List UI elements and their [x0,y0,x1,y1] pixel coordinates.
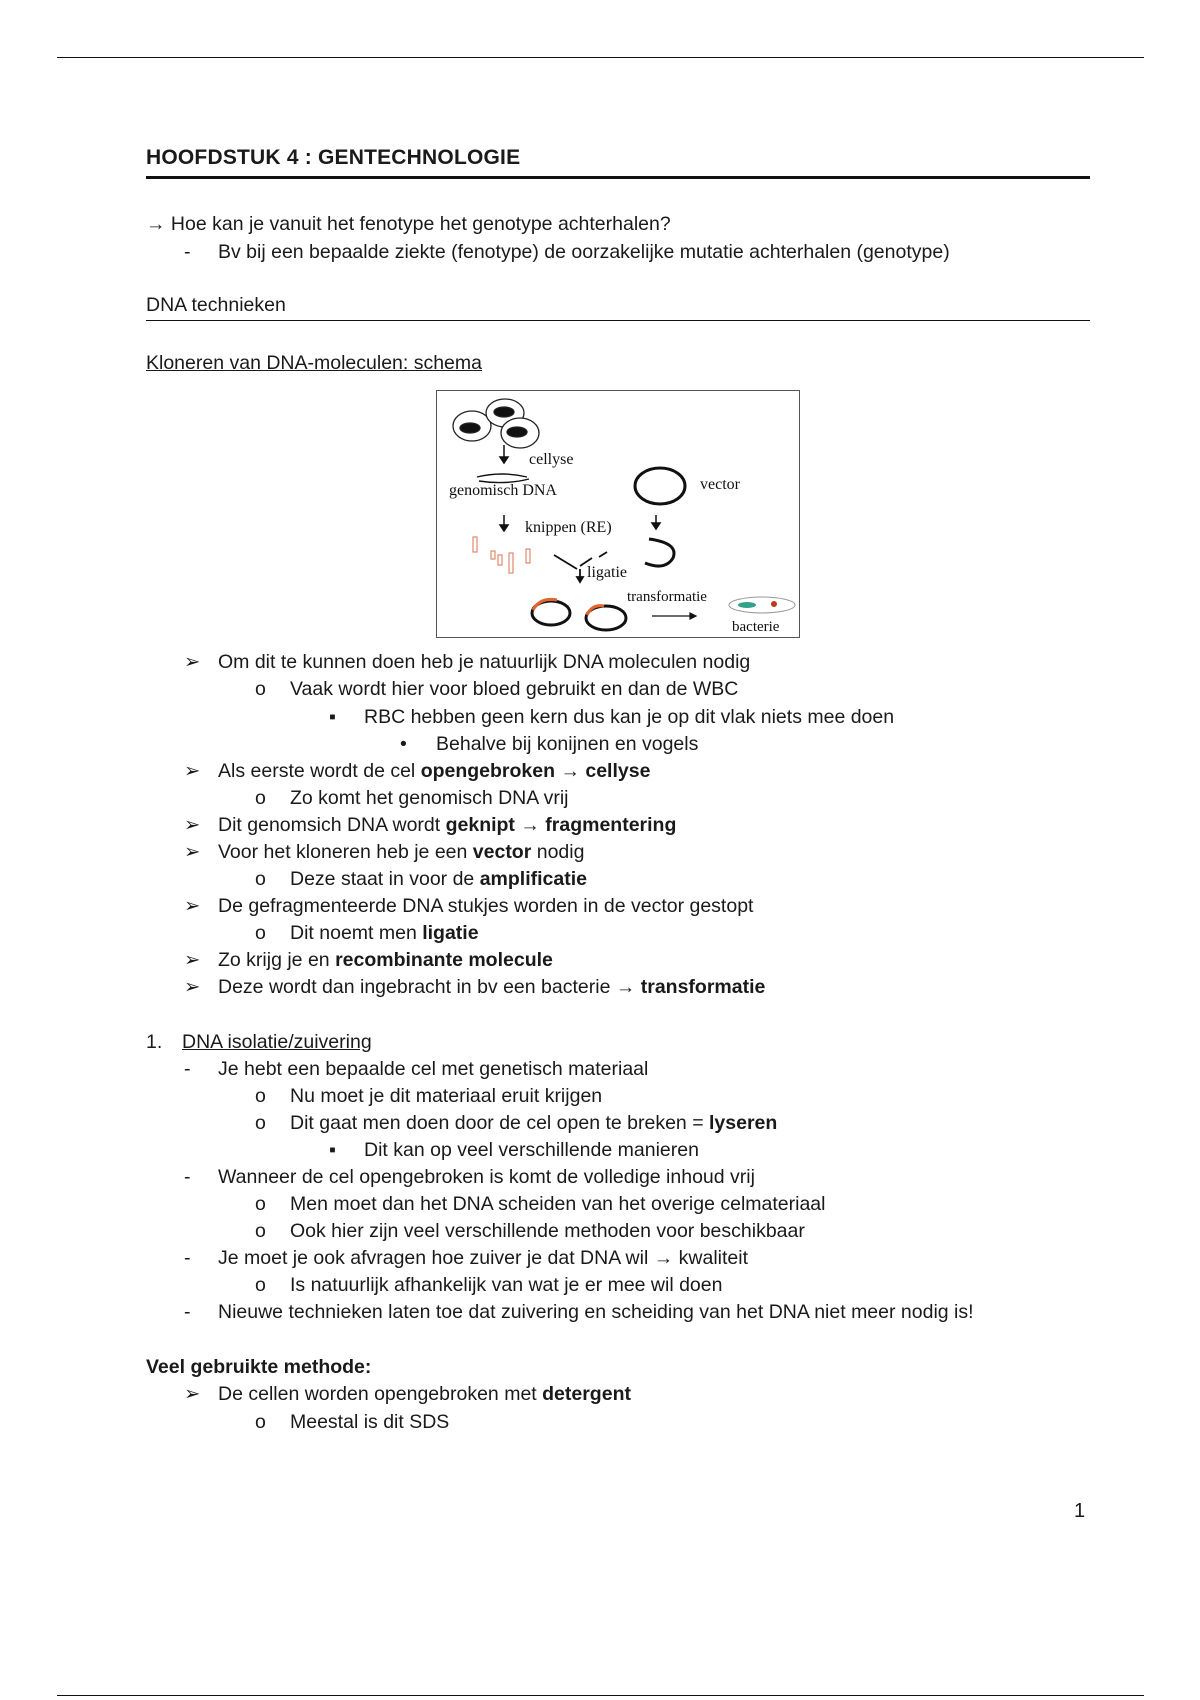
arrow-marker: ➢ [184,1383,201,1405]
cloning-schema-svg [437,391,799,637]
arrow-knippen-icon [500,515,508,531]
dna-fragments-icon [473,537,530,573]
method-item-2: Meestal is dit SDS [290,1411,450,1433]
label-genomisch: genomisch DNA [449,482,557,499]
vector-circle-icon [635,468,685,504]
arrow-marker: ➢ [184,760,201,782]
label-cellyse: cellyse [529,451,574,468]
cloning-item-11: Dit noemt men ligatie [290,922,479,944]
cloning-item-10: De gefragmenteerde DNA stukjes worden in de vector gestopt [218,895,754,917]
circle-marker: o [255,922,266,944]
isolation-item-8: Je moet je ook afvragen hoe zuiver je dat DNA wil → kwaliteit [218,1247,748,1269]
isolation-heading: DNA isolatie/zuivering [182,1031,372,1053]
circle-marker: o [255,1112,266,1134]
circle-marker: o [255,1193,266,1215]
cloning-item-9: Deze staat in voor de amplificatie [290,868,587,890]
method-heading: Veel gebruikte methode: [146,1356,372,1378]
cloning-item-8: Voor het kloneren heb je een vector nodig [218,841,585,863]
cloning-item-3: RBC hebben geen kern dus kan je op dit vlak niets mee doen [364,706,895,728]
isolation-item-5: Wanneer de cel opengebroken is komt de volledige inhoud vrij [218,1166,755,1188]
arrow-vector-icon [652,515,660,529]
cloning-item-12: Zo krijg je en recombinante molecule [218,949,553,971]
page-number: 1 [1074,1500,1086,1522]
cloning-item-13: Deze wordt dan ingebracht in bv een bacterie → transformatie [218,976,766,998]
label-bacterie: bacterie [732,619,780,635]
arrow-transformatie-icon [652,613,696,619]
arrow-marker: ➢ [184,949,201,971]
top-rule [57,57,1144,58]
isolation-item-2: Nu moet je dit materiaal eruit krijgen [290,1085,603,1107]
label-knippen: knippen (RE) [525,519,612,536]
isolation-item-10: Nieuwe technieken laten toe dat zuivering en scheiding van het DNA niet meer nodig is! [218,1301,974,1323]
circle-marker: o [255,1411,266,1433]
cut-vector-icon [645,539,674,566]
isolation-item-7: Ook hier zijn veel verschillende methoden voor beschikbaar [290,1220,805,1242]
recombinant-molecules-icon [532,599,626,630]
intro-question: → Hoe kan je vanuit het fenotype het genotype achterhalen? [146,213,671,235]
isolation-item-4: Dit kan op veel verschillende manieren [364,1139,699,1161]
label-transformatie: transformatie [627,589,707,605]
cloning-item-7: Dit genomsich DNA wordt geknipt → fragmentering [218,814,677,836]
square-marker: ▪ [329,1139,336,1161]
square-marker: ▪ [329,706,336,728]
circle-marker: o [255,868,266,890]
bacterium-icon [729,597,795,613]
arrow-marker: ➢ [184,814,201,836]
circle-marker: o [255,787,266,809]
dash-marker: - [184,1247,191,1269]
circle-marker: o [255,678,266,700]
label-vector: vector [700,476,740,493]
dash-marker: - [184,1166,191,1188]
section-heading: DNA technieken [146,294,1090,321]
circle-marker: o [255,1085,266,1107]
cloning-item-5: Als eerste wordt de cel opengebroken → cellyse [218,760,651,782]
section-number: 1. [146,1031,163,1053]
cloning-item-4: Behalve bij konijnen en vogels [436,733,699,755]
isolation-item-6: Men moet dan het DNA scheiden van het overige celmateriaal [290,1193,826,1215]
cloning-item-1: Om dit te kunnen doen heb je natuurlijk DNA moleculen nodig [218,651,751,673]
label-ligatie: ligatie [587,564,627,581]
bottom-rule [57,1695,1144,1696]
page-title: HOOFDSTUK 4 : GENTECHNOLOGIE [146,146,1090,179]
circle-marker: o [255,1220,266,1242]
cloning-schema-figure [436,390,800,638]
dash-marker: - [184,1058,191,1080]
dash-marker: - [184,1301,191,1323]
arrow-marker: ➢ [184,976,201,998]
cells-icon [453,399,539,448]
isolation-item-3: Dit gaat men doen door de cel open te breken = lyseren [290,1112,778,1134]
isolation-item-1: Je hebt een bepaalde cel met genetisch materiaal [218,1058,649,1080]
bullet-marker: • [400,733,407,755]
circle-marker: o [255,1274,266,1296]
intro-example: Bv bij een bepaalde ziekte (fenotype) de oorzakelijke mutatie achterhalen (genotype) [218,241,950,263]
arrow-marker: ➢ [184,651,201,673]
isolation-item-9: Is natuurlijk afhankelijk van wat je er mee wil doen [290,1274,723,1296]
cloning-item-6: Zo komt het genomisch DNA vrij [290,787,569,809]
arrow-marker: ➢ [184,841,201,863]
arrow-cellyse-icon [500,445,508,463]
cloning-item-2: Vaak wordt hier voor bloed gebruikt en dan de WBC [290,678,739,700]
method-item-1: De cellen worden opengebroken met detergent [218,1383,631,1405]
dash-marker: - [184,241,191,263]
cloning-heading: Kloneren van DNA-moleculen: schema [146,352,482,374]
arrow-marker: ➢ [184,895,201,917]
